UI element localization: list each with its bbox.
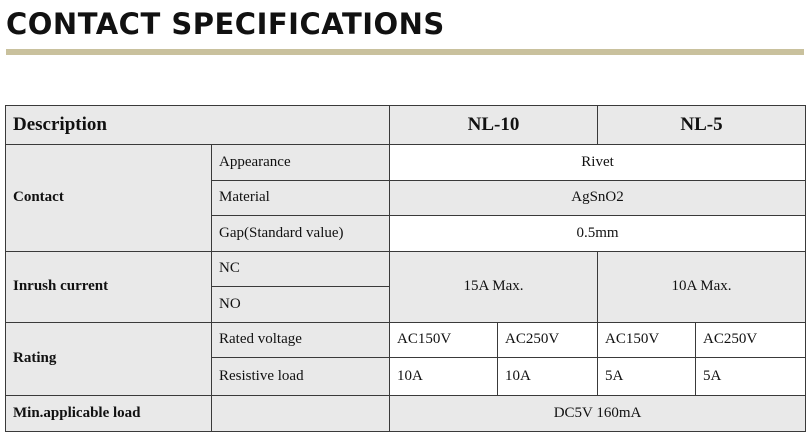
row-label-gap: Gap(Standard value) — [212, 216, 390, 252]
value-material: AgSnO2 — [390, 180, 806, 216]
row-label-resistive-load: Resistive load — [212, 358, 390, 396]
value-load-nl5-b: 5A — [696, 358, 806, 396]
category-min-applicable-load: Min.applicable load — [6, 396, 212, 432]
contact-specifications-table — [5, 105, 806, 432]
table-row — [6, 145, 806, 181]
row-label-no: NO — [212, 287, 390, 323]
value-load-nl10-a: 10A — [390, 358, 498, 396]
row-label-min-load-empty — [212, 396, 390, 432]
value-load-nl10-b: 10A — [498, 358, 598, 396]
table-row — [6, 322, 806, 358]
header-nl10: NL-10 — [390, 106, 598, 145]
row-label-nc: NC — [212, 251, 390, 287]
title-underline — [6, 49, 804, 55]
category-rating: Rating — [6, 322, 212, 396]
value-min-load: DC5V 160mA — [390, 396, 806, 432]
value-inrush-nl10: 15A Max. — [390, 251, 598, 322]
page-title: CONTACT SPECIFICATIONS — [6, 7, 445, 41]
value-voltage-nl10-b: AC250V — [498, 322, 598, 358]
row-label-rated-voltage: Rated voltage — [212, 322, 390, 358]
value-appearance: Rivet — [390, 145, 806, 181]
value-voltage-nl5-b: AC250V — [696, 322, 806, 358]
value-gap: 0.5mm — [390, 216, 806, 252]
row-label-appearance: Appearance — [212, 145, 390, 181]
header-description: Description — [6, 106, 390, 145]
value-voltage-nl5-a: AC150V — [598, 322, 696, 358]
row-label-material: Material — [212, 180, 390, 216]
value-load-nl5-a: 5A — [598, 358, 696, 396]
category-contact: Contact — [6, 145, 212, 252]
header-nl5: NL-5 — [598, 106, 806, 145]
header-row — [6, 106, 806, 145]
value-voltage-nl10-a: AC150V — [390, 322, 498, 358]
value-inrush-nl5: 10A Max. — [598, 251, 806, 322]
table-row — [6, 251, 806, 287]
category-inrush-current: Inrush current — [6, 251, 212, 322]
table-row — [6, 396, 806, 432]
